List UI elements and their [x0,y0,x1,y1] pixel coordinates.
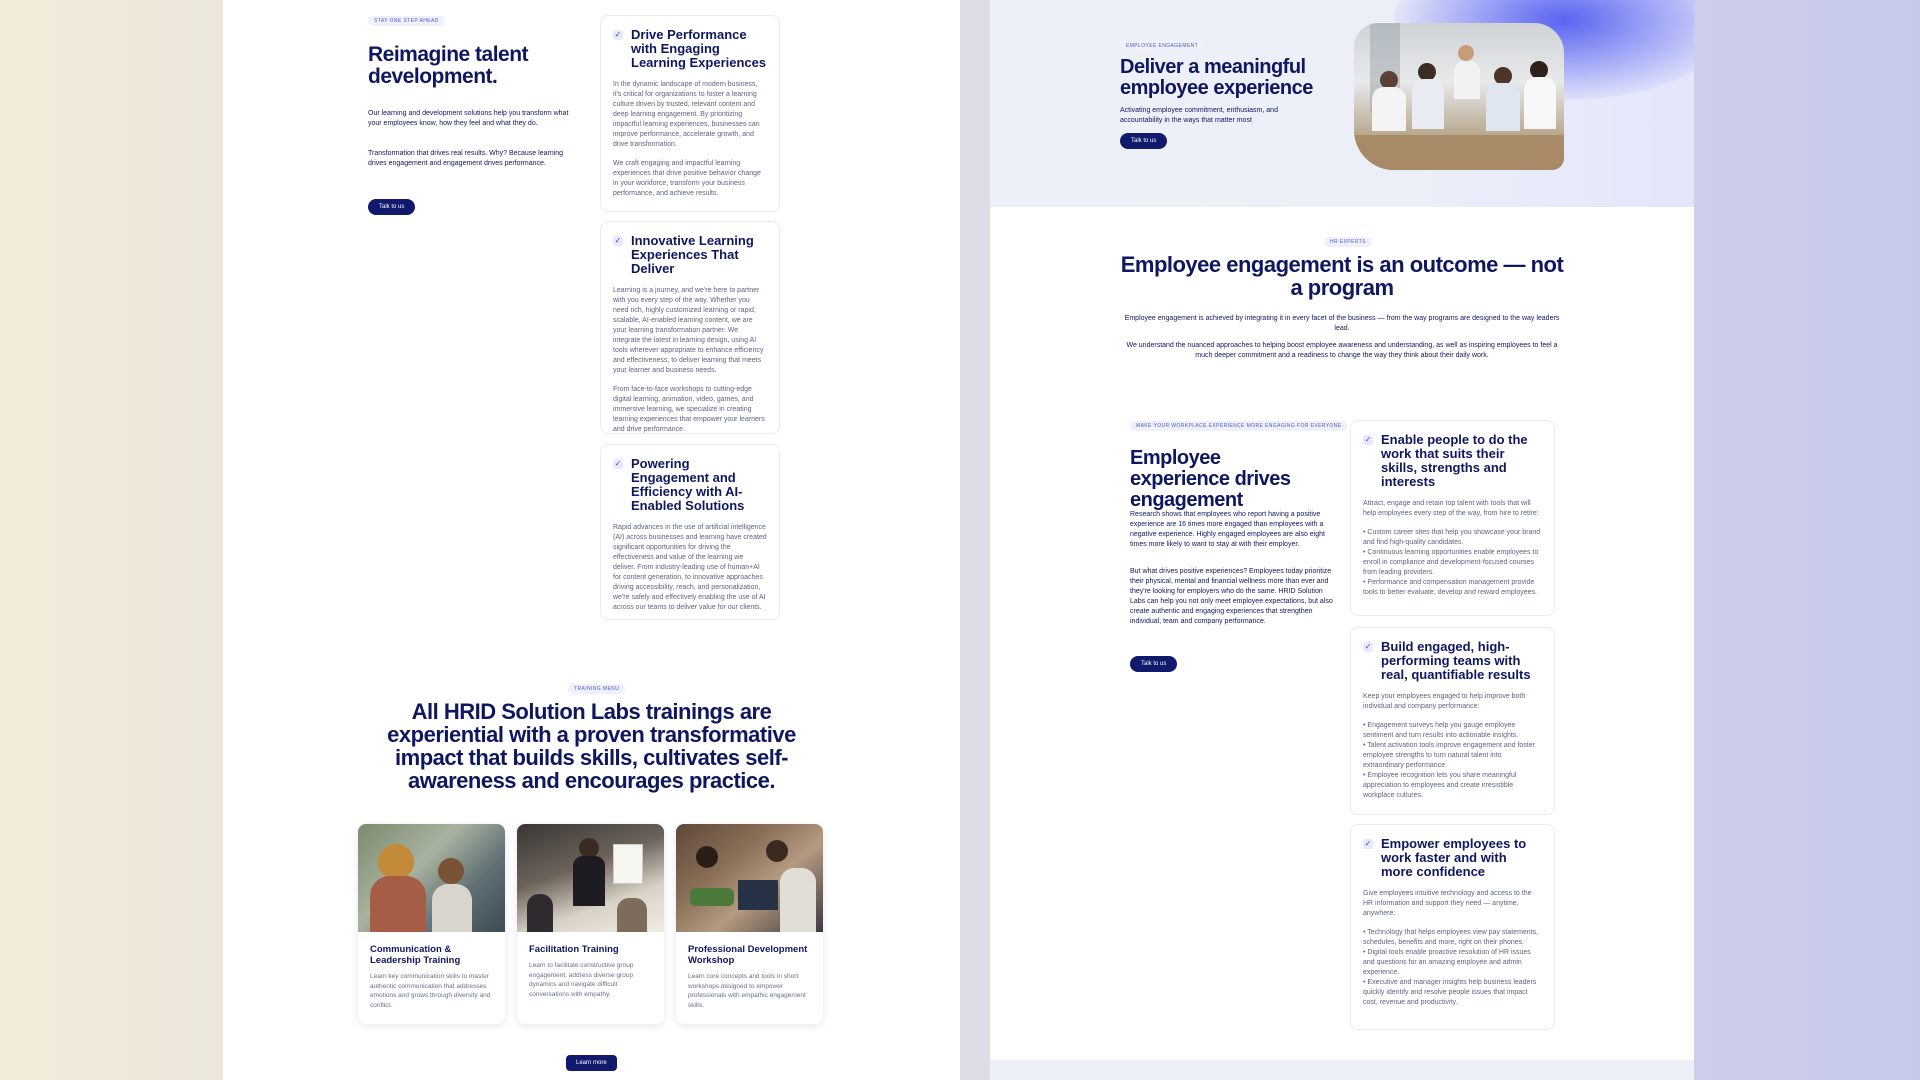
training-photo [517,824,664,932]
footer-band [990,1060,1694,1080]
card-title: Empower employees to work faster and with more confidence [1381,836,1527,879]
training-card[interactable] [517,824,664,1024]
check-icon: ✓ [614,236,622,245]
hero-band [990,0,1694,207]
benefit-card [1350,824,1555,1030]
training-title: Communication & Leadership Training [370,944,461,966]
card-bullet: • Executive and manager insights help business leaders quickly identify and resolve people issues that impact cost, revenue and productivity. [1363,979,1537,1006]
card-bullet: • Employee recognition lets you share meaningful appreciation to employees and create irresistible workplace cultures. [1363,772,1517,799]
feature-card [600,444,780,620]
training-description: Learn core concepts and tools in short workshops designed to empower professionals with empathic engagement skills. [688,973,806,1009]
experience-paragraph-2: But what drives positive experiences? Employees today prioritize their physical, mental and financial wellness more than ever and they're looking for employers who do the same. HRID Solution Labs can help you not only meet employee expectations, but also create authentic and engaging experiences that strengthen individual, team and company performance. [1130,568,1333,625]
hero-paragraph-2: Transformation that drives real results. Why? Because learning drives engagement and engagement drives performance. [368,150,564,167]
card-bullet: • Talent activation tools improve engagement and foster employee strengths to turn natural talent into extraordinary performance. [1363,742,1535,769]
card-title: Powering Engagement and Efficiency with AI-Enabled Solutions [631,456,745,513]
right-page-panel [990,0,1694,1080]
card-title: Drive Performance with Engaging Learning Experiences [631,27,767,70]
card-bullet: • Performance and compensation management provide tools to better evaluate, develop and reward employees. [1363,579,1537,596]
learn-more-button[interactable]: Learn more [566,1055,617,1071]
training-eyebrow: TRAINING MENU [568,684,625,694]
benefit-card [1350,420,1555,616]
card-bullet: • Custom career sites that help you showcase your brand and find high-quality candidates. [1363,529,1541,546]
check-icon: ✓ [614,30,622,39]
card-bullet: • Continuous learning opportunities enable employees to enroll in compliance and development-focused courses from leading providers. [1363,549,1539,576]
training-description: Learn key communication skills to master authentic communication that addresses emotions and grows through diversity and conflict. [370,973,491,1009]
card-intro: Give employees intuitive technology and access to the HR information and support they need — anytime, anywhere: [1363,890,1532,917]
training-photo [358,824,505,932]
card-bullet: • Engagement surveys help you gauge employee sentiment and turn results into actionable insights. [1363,722,1519,739]
card-intro: Attract, engage and retain top talent with tools that will help employees every step of the way, from hire to retire: [1363,500,1539,517]
card-title: Enable people to do the work that suits their skills, strengths and interests [1381,432,1528,489]
outcome-paragraph-2: We understand the nuanced approaches to helping boost employee awareness and understanding, as well as inspiring employees to feel a much deeper commitment and a readiness to change the way they think about their daily work. [1126,342,1558,359]
card-paragraph: Rapid advances in the use of artificial intelligence (AI) across businesses and learning have created significant opportunities for driving the effectiveness and value of the learning we deliver. From industry-leading use of human+AI for content generation, to innovative approaches driving accessibility, reach, and personalization, we're safely and effectively enabling the use of AI across our teams to deliver value for our clients. [613,524,767,611]
talk-to-us-button[interactable]: Talk to us [1130,656,1177,672]
training-card[interactable] [676,824,823,1024]
card-paragraph: Learning is a journey, and we're here to partner with you every step of the way. Whether you need rich, highly customized learning or rapid, scalable, AI-enabled learning content, we are your learning transformation partner. We integrate the latest in learning design, using AI tools wherever appropriate to enhance efficiency and effectiveness, to deliver learning that meets your learner and business needs. [613,287,764,374]
outcome-paragraph-1: Employee engagement is achieved by integrating it in every facet of the business — from the way programs are designed to the way leaders lead. [1124,315,1560,332]
training-card[interactable] [358,824,505,1024]
experience-eyebrow: MAKE YOUR WORKPLACE EXPERIENCE MORE ENGAGING FOR EVERYONE [1130,421,1347,431]
hero-eyebrow: EMPLOYEE ENGAGEMENT [1120,41,1204,51]
feature-card [600,221,780,434]
talk-to-us-button[interactable]: Talk to us [368,199,415,215]
hero-subtitle: Activating employee commitment, enthusiasm, and accountability in the ways that matter most [1120,107,1278,124]
talk-to-us-button[interactable]: Talk to us [1120,133,1167,149]
left-page-panel [223,0,960,1080]
outcome-heading: Employee engagement is an outcome — not a program [1120,252,1564,300]
card-paragraph: We craft engaging and impactful learning experiences that drive positive behavior change in your workforce, transform your business performance, and achieve results. [613,160,761,197]
check-icon: ✓ [1364,642,1372,651]
card-paragraph: From face-to-face workshops to cutting-edge digital learning, animation, video, games, and immersive learning, we specialize in creating learning experiences that empower your learners and drive performance. [613,386,765,433]
check-icon: ✓ [1364,839,1372,848]
hero-eyebrow: STAY ONE STEP AHEAD [368,16,445,26]
team-photo [1354,23,1564,170]
check-icon: ✓ [1364,435,1372,444]
card-title: Build engaged, high-performing teams with real, quantifiable results [1381,639,1531,682]
training-title: Professional Development Workshop [688,944,808,966]
card-bullet: • Digital tools enable proactive resolution of HR issues and questions for an amazing employee and admin experience. [1363,949,1531,976]
card-title: Innovative Learning Experiences That Deliver [631,233,754,276]
training-description: Learn to facilitate constructive group engagement, address diverse group dynamics and navigate difficult conversations with empathy. [529,962,634,998]
experience-heading: Employee experience drives engagement [1130,447,1291,511]
training-title: Facilitation Training [529,944,619,955]
training-heading: All HRID Solution Labs trainings are experiential with a proven transformative impact that builds skills, cultivates self-awareness and encourages practice. [387,699,796,793]
check-icon: ✓ [614,459,622,468]
hero-title: Deliver a meaningful employee experience [1120,56,1313,99]
experience-paragraph-1: Research shows that employees who report having a positive experience are 16 times more engaged than employees with a negative experience. Highly engaged employees are also eight times more likely to want to stay at with their employer. [1130,511,1325,548]
hero-paragraph-1: Our learning and development solutions help you transform what your employees know, how they feel and what they do. [368,110,569,127]
card-intro: Keep your employees engaged to help improve both individual and company performance: [1363,693,1526,710]
training-photo [676,824,823,932]
benefit-card [1350,627,1555,815]
card-paragraph: In the dynamic landscape of modern business, it's critical for organizations to foster a learning culture driven by trusted, relevant content and deep learning engagement. By prioritizing impactful learning experiences, businesses can improve performance, accelerate growth, and drive transformation. [613,81,760,148]
feature-card [600,15,780,212]
outcome-eyebrow: HR EXPERTS [1324,237,1372,247]
card-bullet: • Technology that helps employees view pay statements, schedules, benefits and more, right on their phones. [1363,929,1539,946]
hero-title: Reimagine talent development. [368,43,529,88]
